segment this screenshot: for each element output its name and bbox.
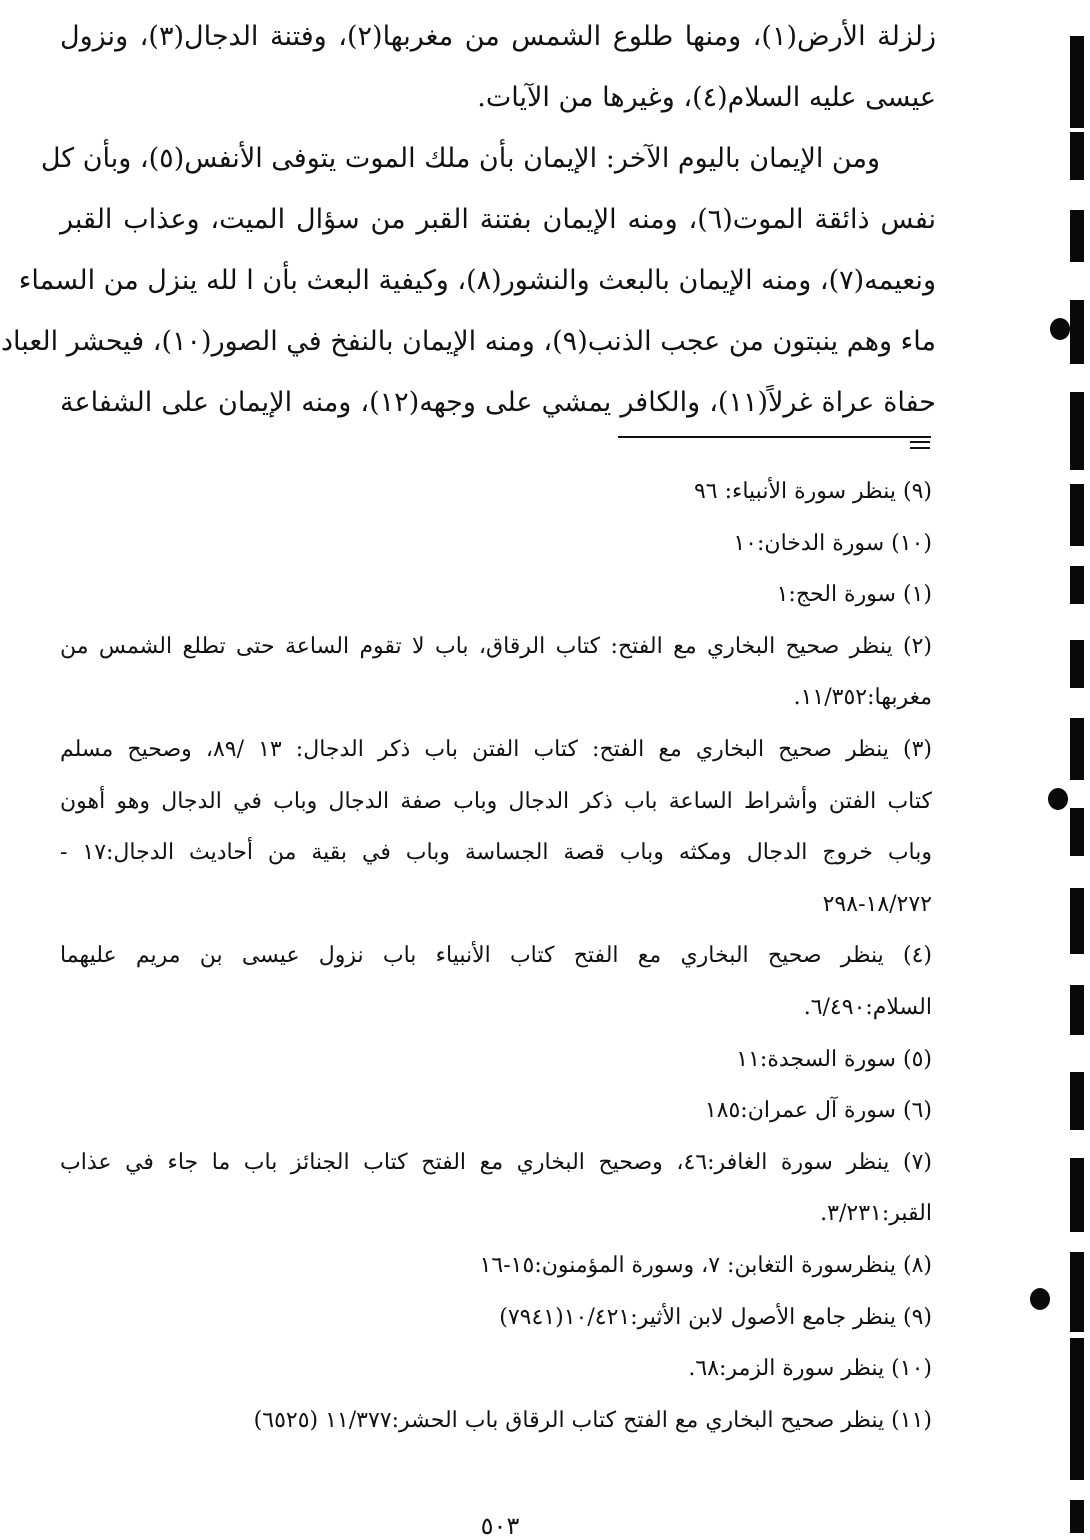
scan-margin-mark	[1070, 484, 1084, 546]
footnote-line: (٤) ينظر صحيح البخاري مع الفتح كتاب الأنبياء باب نزول عيسى بن مريم عليهما	[60, 943, 932, 969]
scan-punch-hole	[1030, 1288, 1050, 1310]
scan-margin-mark	[1070, 1158, 1084, 1232]
footnote-line: مغربها:١١/٣٥٢.	[793, 685, 932, 711]
text-line: ماء وهم ينبتون من عجب الذنب(٩)، ومنه الإيمان بالنفخ في الصور(١٠)، فيحشر العباد	[0, 326, 936, 357]
footnote-line: القبر:٣/٢٣١.	[820, 1201, 932, 1227]
scan-margin-mark	[1070, 210, 1084, 262]
text-line: نفس ذائقة الموت(٦)، ومنه الإيمان بفتنة القبر من سؤال الميت، وعذاب القبر	[60, 204, 936, 235]
scan-margin-mark	[1070, 392, 1084, 470]
footnote-line: السلام:٦/٤٩٠.	[803, 994, 932, 1020]
scan-margin-mark	[1070, 640, 1084, 688]
scan-punch-hole	[1048, 788, 1068, 810]
footnotes	[60, 466, 932, 1446]
footnote-line: (١١) ينظر صحيح البخاري مع الفتح كتاب الرقاق باب الحشر:١١/٣٧٧ (٦٥٢٥)	[253, 1407, 932, 1433]
scan-margin-mark	[1070, 1072, 1084, 1130]
scan-margin-mark	[1070, 1252, 1084, 1332]
scan-margin-mark	[1070, 985, 1084, 1035]
text-line: زلزلة الأرض(١)، ومنها طلوع الشمس من مغربها(٢)، وفتنة الدجال(٣)، ونزول	[60, 21, 937, 52]
footnote-line: ١٨/٢٧٢-٢٩٨	[822, 891, 932, 917]
footnote-line: (١) سورة الحج:١	[776, 582, 932, 608]
scan-margin-mark	[1070, 132, 1084, 180]
scan-margin-mark	[1070, 1500, 1084, 1533]
scan-margin-mark	[1070, 36, 1084, 128]
scan-margin-mark	[1070, 1338, 1084, 1420]
footnote-line: (١٠) سورة الدخان:١٠	[733, 530, 932, 556]
text-line: ومن الإيمان باليوم الآخر: الإيمان بأن ملك الموت يتوفى الأنفس(٥)، وبأن كل	[40, 143, 880, 174]
main-text	[0, 6, 937, 433]
footnote-line: (٨) ينظرسورة التغابن: ٧، وسورة المؤمنون:١٥-١٦	[479, 1252, 932, 1278]
footnote-line: (٢) ينظر صحيح البخاري مع الفتح: كتاب الرقاق، باب لا تقوم الساعة حتى تطلع الشمس من	[60, 633, 932, 659]
text-line: ونعيمه(٧)، ومنه الإيمان بالبعث والنشور(٨)، وكيفية البعث بأن ا لله ينزل من السماء	[18, 265, 936, 296]
footnote-line: (٦) سورة آل عمران:١٨٥	[704, 1098, 932, 1124]
text-line: عيسى عليه السلام(٤)، وغيرها من الآيات.	[477, 82, 936, 113]
scan-margin-mark	[1070, 1420, 1084, 1480]
footnote-line: كتاب الفتن وأشراط الساعة باب ذكر الدجال وباب صفة الدجال وباب في الدجال وهو أهون	[60, 788, 932, 814]
footnote-line: (٩) ينظر سورة الأنبياء: ٩٦	[693, 479, 932, 504]
footnote-line: (٥) سورة السجدة:١١	[736, 1046, 932, 1072]
footnote-separator	[618, 436, 931, 438]
scan-punch-hole	[1050, 318, 1070, 340]
footnote-line: (٧) ينظر سورة الغافر:٤٦، وصحيح البخاري مع الفتح كتاب الجنائز باب ما جاء في عذاب	[60, 1149, 932, 1175]
text-line: حفاة عراة غرلاً(١١)، والكافر يمشي على وجهه(١٢)، ومنه الإيمان على الشفاعة	[60, 387, 936, 418]
scan-margin-mark	[1070, 718, 1084, 780]
scan-margin-mark	[1070, 566, 1084, 604]
scan-margin-mark	[1070, 808, 1084, 856]
footnote-line: (٣) ينظر صحيح البخاري مع الفتح: كتاب الفتن باب ذكر الدجال: ١٣ /٨٩، وصحيح مسلم	[60, 736, 932, 762]
page-number: ٥٠٣	[480, 1512, 520, 1540]
scan-margin-mark	[1070, 888, 1084, 954]
scan-margin-mark	[1070, 300, 1084, 364]
footnote-line: (٩) ينظر جامع الأصول لابن الأثير:١٠/٤٢١(٧٩٤١)	[499, 1304, 932, 1330]
continuation-mark	[910, 441, 930, 451]
footnote-line: وباب خروج الدجال ومكثه وباب قصة الجساسة وباب في بقية من أحاديث الدجال:١٧ -	[60, 840, 932, 866]
footnote-line: (١٠) ينظر سورة الزمر:٦٨.	[688, 1356, 932, 1382]
